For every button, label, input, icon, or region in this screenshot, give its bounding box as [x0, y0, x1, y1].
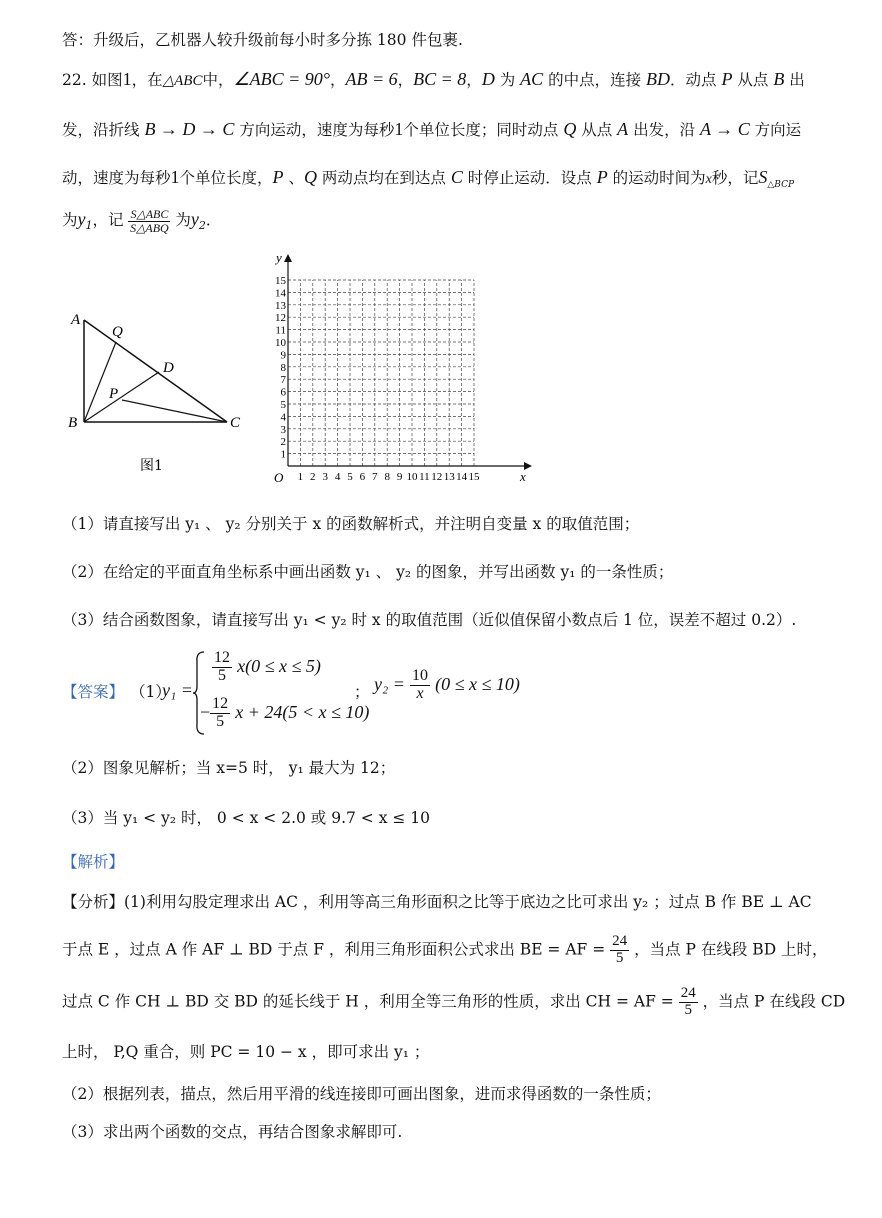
x-tick-label: 8	[384, 471, 390, 483]
analysis-line1: 【分析】(1)利用勾股定理求出 AC ，利用等高三角形面积之比等于底边之比可求出 y₂ ；过点 B 作 BE ⊥ AC	[62, 893, 812, 911]
x-tick-label: 11	[419, 471, 430, 483]
y-tick-labels	[275, 275, 287, 461]
y-tick-label: 15	[275, 275, 286, 287]
label-p: P	[109, 386, 119, 402]
y-tick-label: 14	[275, 287, 286, 300]
x-tick-labels	[298, 471, 480, 483]
x-tick-label: 4	[334, 471, 341, 483]
y-tick-label: 6	[280, 386, 286, 399]
origin-label: O	[274, 470, 284, 485]
question-1: （1）请直接写出 y₁ 、 y₂ 分别关于 x 的函数解析式，并注明自变量 x 的取值范围；	[62, 515, 640, 533]
y-axis-arrow	[284, 254, 292, 262]
analysis-line4: 上时， P,Q 重合，则 PC = 10 − x ，即可求出 y₁ ；	[62, 1043, 430, 1061]
answer-sep: ；	[354, 683, 370, 701]
grid-lines	[288, 280, 474, 466]
answer-1-block	[62, 650, 822, 740]
case-1: $\frac{12}{5}$ x(0 ≤ x ≤ 5)	[214, 649, 321, 684]
y-tick-label: 2	[280, 436, 286, 449]
y1-label: y₁ =	[162, 680, 193, 700]
analysis-line2: 于点 E ，过点 A 作 AF ⊥ BD 于点 F ，利用三角形面积公式求出 BE = AF = $\frac{24}{5}$ ，当点 P 在线段 BD 上时，	[62, 933, 828, 966]
x-tick-label: 6	[359, 471, 366, 483]
problem-22-line2: 发，沿折线 B → D → C 方向运动，速度为每秒1个单位长度；同时动点 Q 从点 A 出发，沿 A → C 方向运	[62, 119, 802, 139]
y-tick-label: 5	[280, 399, 286, 411]
y-tick-label: 9	[280, 349, 286, 362]
answer-line-prev: 答：升级后，乙机器人较升级前每小时多分拣 180 件包裹.	[62, 31, 463, 49]
x-tick-label: 10	[406, 471, 418, 483]
problem-22-line1: 22. 如图1，在△ABC中，∠ABC = 90°，AB = 6，BC = 8，D 为 AC 的中点，连接 BD．动点 P 从点 B 出	[62, 69, 805, 89]
analysis-tag: 【解析】	[62, 853, 125, 871]
segment-bd	[84, 372, 159, 422]
analysis-line5: （2）根据列表，描点，然后用平滑的线连接即可画出图象，进而求得函数的一条性质；	[62, 1085, 661, 1103]
problem-22-line4: 为$y_1$，记 $\frac{\text{S△ABC}}{\text{S△ABQ}}$ 为$y_2$．	[62, 207, 222, 235]
label-c: C	[230, 415, 241, 431]
question-3: （3）结合函数图象，请直接写出 y₁ < y₂ 时 x 的取值范围（近似值保留小数点后 1 位，误差不超过 0.2）.	[62, 611, 797, 629]
triangle-figure	[62, 262, 262, 482]
x-tick-label: 1	[297, 471, 304, 483]
y-tick-label: 8	[280, 361, 286, 374]
y-tick-label: 13	[275, 299, 286, 312]
label-d: D	[163, 360, 174, 376]
x-axis-label: x	[520, 469, 526, 484]
x-tick-label: 3	[322, 471, 328, 483]
y-tick-label: 11	[275, 324, 286, 337]
y-tick-label: 7	[280, 374, 286, 387]
x-tick-label: 15	[468, 471, 480, 483]
x-tick-label: 2	[310, 471, 316, 483]
y-tick-label: 4	[280, 411, 286, 424]
analysis-line6: （3）求出两个函数的交点，再结合图象求解即可.	[62, 1123, 403, 1141]
y-tick-label: 1	[280, 448, 286, 461]
answer-tag: 【答案】	[62, 683, 125, 701]
y-axis-label: y	[276, 250, 282, 265]
y-tick-label: 10	[275, 337, 286, 349]
answer-2: （2）图象见解析；当 x=5 时， y₁ 最大为 12；	[62, 759, 396, 777]
y-tick-label: 12	[275, 312, 286, 325]
ratio-fraction: $\frac{\text{S△ABC}}{\text{S△ABQ}}$	[130, 207, 169, 235]
y2-expression: y₂ = $\frac{10}{x}$ (0 ≤ x ≤ 10)	[374, 667, 520, 702]
case-2: − $\frac{12}{5}$ x + 24(5 < x ≤ 10)	[200, 695, 370, 730]
label-a: A	[71, 312, 81, 328]
x-tick-label: 5	[347, 471, 353, 483]
x-tick-label: 9	[396, 471, 403, 483]
y-tick-label: 3	[280, 423, 286, 436]
label-q: Q	[112, 324, 123, 340]
answer-3: （3）当 y₁ < y₂ 时， 0 < x < 2.0 或 9.7 < x ≤ 10	[62, 809, 431, 827]
analysis-line3: 过点 C 作 CH ⊥ BD 交 BD 的延长线于 H ，利用全等三角形的性质，求出 CH = AF = $\frac{24}{5}$ ，当点 P 在线段 CD	[62, 985, 846, 1018]
x-tick-label: 7	[372, 471, 378, 483]
x-tick-label: 13	[443, 471, 455, 483]
figure-caption: 图1	[140, 458, 163, 474]
x-tick-label: 12	[431, 471, 443, 483]
segment-bq	[84, 342, 119, 422]
problem-22-line3: 动，速度为每秒1个单位长度，P 、Q 两动点均在到达点 C 时停止运动．设点 P 的运动时间为x秒，记$S_{\triangle BCP}$	[62, 167, 795, 190]
coordinate-grid	[262, 250, 542, 490]
label-b: B	[68, 415, 78, 431]
answer-1-prefix: （1）	[130, 683, 171, 701]
question-2: （2）在给定的平面直角坐标系中画出函数 y₁ 、 y₂ 的图象，并写出函数 y₁ 的一条性质；	[62, 563, 674, 581]
x-tick-label: 14	[456, 471, 468, 483]
